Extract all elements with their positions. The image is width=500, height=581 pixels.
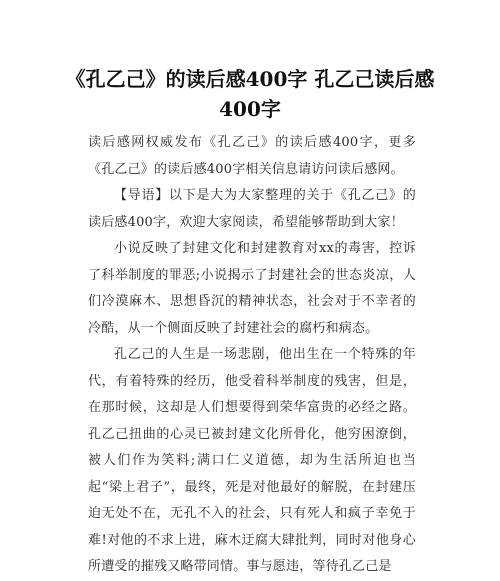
document-title: 《孔乙己》的读后感400字 孔乙己读后感400字 [65, 67, 435, 121]
guide-paragraph: 【导语】以下是大为大家整理的关于《孔乙己》的读后感400字，欢迎大家阅读，希望能够帮助到大家！ [88, 188, 416, 230]
intro-paragraph: 读后感网权威发布《孔乙己》的读后感400字，更多《孔乙己》的读后感400字相关信息请访问读后感网。 [88, 135, 416, 177]
body-paragraph: 孔乙己的人生是一场悲剧，他出生在一个特殊的年代，有着特殊的经历，他受着科举制度的残害，但是，在那时候，这却是人们想要得到荣华富贵的必经之路。孔乙己扭曲的心灵已被封建文化所骨化，他穷困潦倒，被人们作为笑料;满口仁义道德，却为生活所迫也当起“梁上君子”，最终，死是对他最好的解脱，在封建压迫无处不在，无孔不入的社会，只有死人和疯子幸免于难!对他的不求上进，麻木迂腐大肆批判，同时对他身心所遭受的摧残又略带同情。事与愿违，等待孔乙己是 [88, 347, 416, 574]
body-paragraph: 小说反映了封建文化和封建教育对xx的毒害，控诉了科举制度的罪恶;小说揭示了封建社会的世态炎凉，人们冷漠麻木、思想昏沉的精神状态，社会对于不幸者的冷酷，从一个侧面反映了封建社会的腐朽和病态。 [88, 241, 416, 336]
document-body [88, 130, 416, 581]
